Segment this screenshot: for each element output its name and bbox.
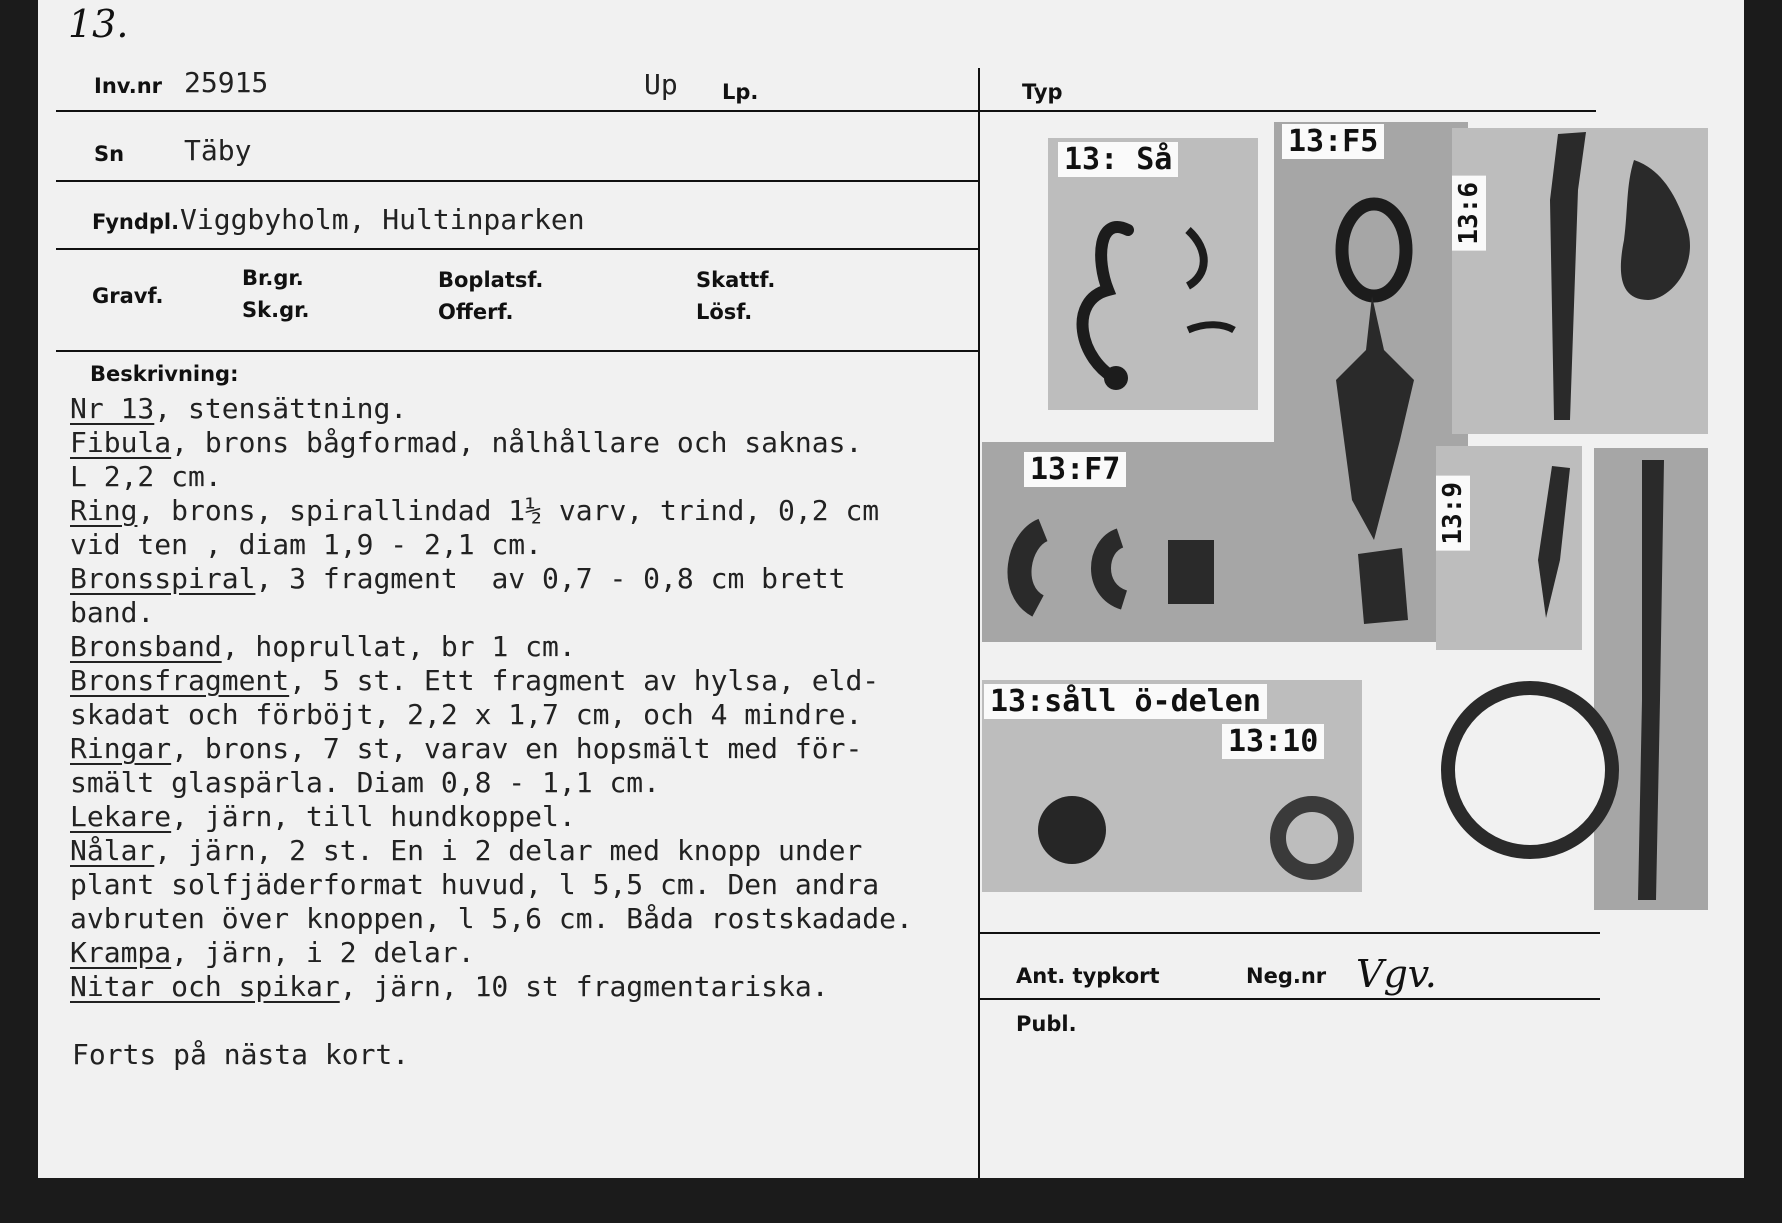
- description-term: Krampa: [70, 936, 172, 969]
- lp-label: Lp.: [722, 80, 759, 104]
- boplatsf-label: Boplatsf.: [438, 268, 544, 292]
- photo-label: 13:10: [1222, 724, 1324, 759]
- sn-label: Sn: [94, 142, 125, 166]
- inv-nr-label: Inv.nr: [94, 74, 163, 98]
- description-term: Nitar och spikar: [70, 970, 340, 1003]
- description-term: Lekare: [70, 800, 172, 833]
- description-term: Bronsband: [70, 630, 222, 663]
- bead-shape: [1038, 796, 1106, 864]
- description-term: Nålar: [70, 834, 155, 867]
- description-term: Bronsfragment: [70, 664, 290, 697]
- gravf-label: Gravf.: [92, 284, 164, 308]
- typ-label: Typ: [1022, 80, 1063, 104]
- lekare-body: [1336, 296, 1414, 540]
- card-number: 13.: [68, 2, 129, 46]
- fragment-shape: [1188, 325, 1234, 330]
- ant-typkort-label: Ant. typkort: [1016, 964, 1160, 988]
- fragment-shape: [1188, 230, 1204, 286]
- description-text: L 2,2 cm.: [70, 460, 222, 493]
- photo-label: 13:9: [1436, 476, 1470, 551]
- fyndpl-label: Fyndpl.: [92, 210, 180, 234]
- divider: [980, 998, 1600, 1000]
- description-text: , järn, 2 st. En i 2 delar med knopp under: [154, 834, 863, 867]
- nail-shape: [1550, 132, 1586, 420]
- fyndpl-value: Viggbyholm, Hultinparken: [180, 203, 585, 236]
- brgr-label: Br.gr.: [242, 266, 304, 290]
- description-text: , hoprullat, br 1 cm.: [221, 630, 576, 663]
- divider: [980, 932, 1600, 934]
- up-value: Up: [644, 68, 678, 101]
- fibula-shape: [1083, 227, 1128, 380]
- description-text: , stensättning.: [154, 392, 408, 425]
- description-text: smält glaspärla. Diam 0,8 - 1,1 cm.: [70, 766, 661, 799]
- ring-bead-shape: [1278, 804, 1346, 872]
- description-text: , brons bågformad, nålhållare och saknas.: [171, 426, 863, 459]
- photo-label: 13:såll ö-delen: [984, 684, 1267, 719]
- photo-label: 13: Så: [1058, 142, 1178, 177]
- losf-label: Lösf.: [696, 300, 753, 324]
- offerf-label: Offerf.: [438, 300, 514, 324]
- photo-label: 13:6: [1452, 176, 1486, 251]
- description-term: Ringar: [70, 732, 172, 765]
- description-text: , brons, spirallindad 1½ varv, trind, 0,2 cm: [137, 494, 880, 527]
- skattf-label: Skattf.: [696, 268, 776, 292]
- lekare-ring: [1342, 204, 1406, 296]
- description-text: , järn, till hundkoppel.: [171, 800, 576, 833]
- publ-label: Publ.: [1016, 1012, 1077, 1036]
- photo-label: 13:F5: [1282, 124, 1384, 159]
- needle-shape: [1638, 460, 1664, 900]
- description-term: Bronsspiral: [70, 562, 256, 595]
- description-text: , 5 st. Ett fragment av hylsa, eld-: [289, 664, 880, 697]
- description-text: skadat och förböjt, 2,2 x 1,7 cm, och 4 mindre.: [70, 698, 863, 731]
- inv-nr-value: 25915: [184, 66, 269, 99]
- description-text: avbruten över knoppen, l 5,6 cm. Båda rostskadade.: [70, 902, 913, 935]
- description-text: , 3 fragment av 0,7 - 0,8 cm brett: [255, 562, 846, 595]
- description-text: vid ten , diam 1,9 - 2,1 cm.: [70, 528, 543, 561]
- description-text: band.: [70, 596, 155, 629]
- skgr-label: Sk.gr.: [242, 298, 310, 322]
- description-term: Ring: [70, 494, 138, 527]
- fibula-end: [1104, 366, 1128, 390]
- neg-nr-value: Vgv.: [1356, 952, 1437, 996]
- ring-shape: [1448, 688, 1612, 852]
- sn-value: Täby: [184, 134, 252, 167]
- description-term: Nr 13: [70, 392, 155, 425]
- lump-shape: [1621, 160, 1690, 300]
- photo-label: 13:F7: [1024, 452, 1126, 487]
- object-photographs: [38, 0, 1744, 1178]
- description-text: , järn, 10 st fragmentariska.: [339, 970, 829, 1003]
- catalog-card: [38, 0, 1744, 1178]
- beskrivning-label: Beskrivning:: [90, 362, 239, 386]
- spiral-fragment: [1101, 538, 1124, 600]
- lekare-fragment: [1358, 548, 1408, 624]
- neg-nr-label: Neg.nr: [1246, 964, 1327, 988]
- description-term: Fibula: [70, 426, 172, 459]
- description-text: , brons, 7 st, varav en hopsmält med för-: [171, 732, 863, 765]
- spiral-fragment: [1019, 530, 1043, 606]
- band-fragment: [1168, 540, 1214, 604]
- description-text: plant solfjäderformat huvud, l 5,5 cm. Den andra: [70, 868, 880, 901]
- continued-note: Forts på nästa kort.: [72, 1038, 410, 1071]
- pin-shape: [1538, 466, 1570, 618]
- description-text: , järn, i 2 delar.: [171, 936, 475, 969]
